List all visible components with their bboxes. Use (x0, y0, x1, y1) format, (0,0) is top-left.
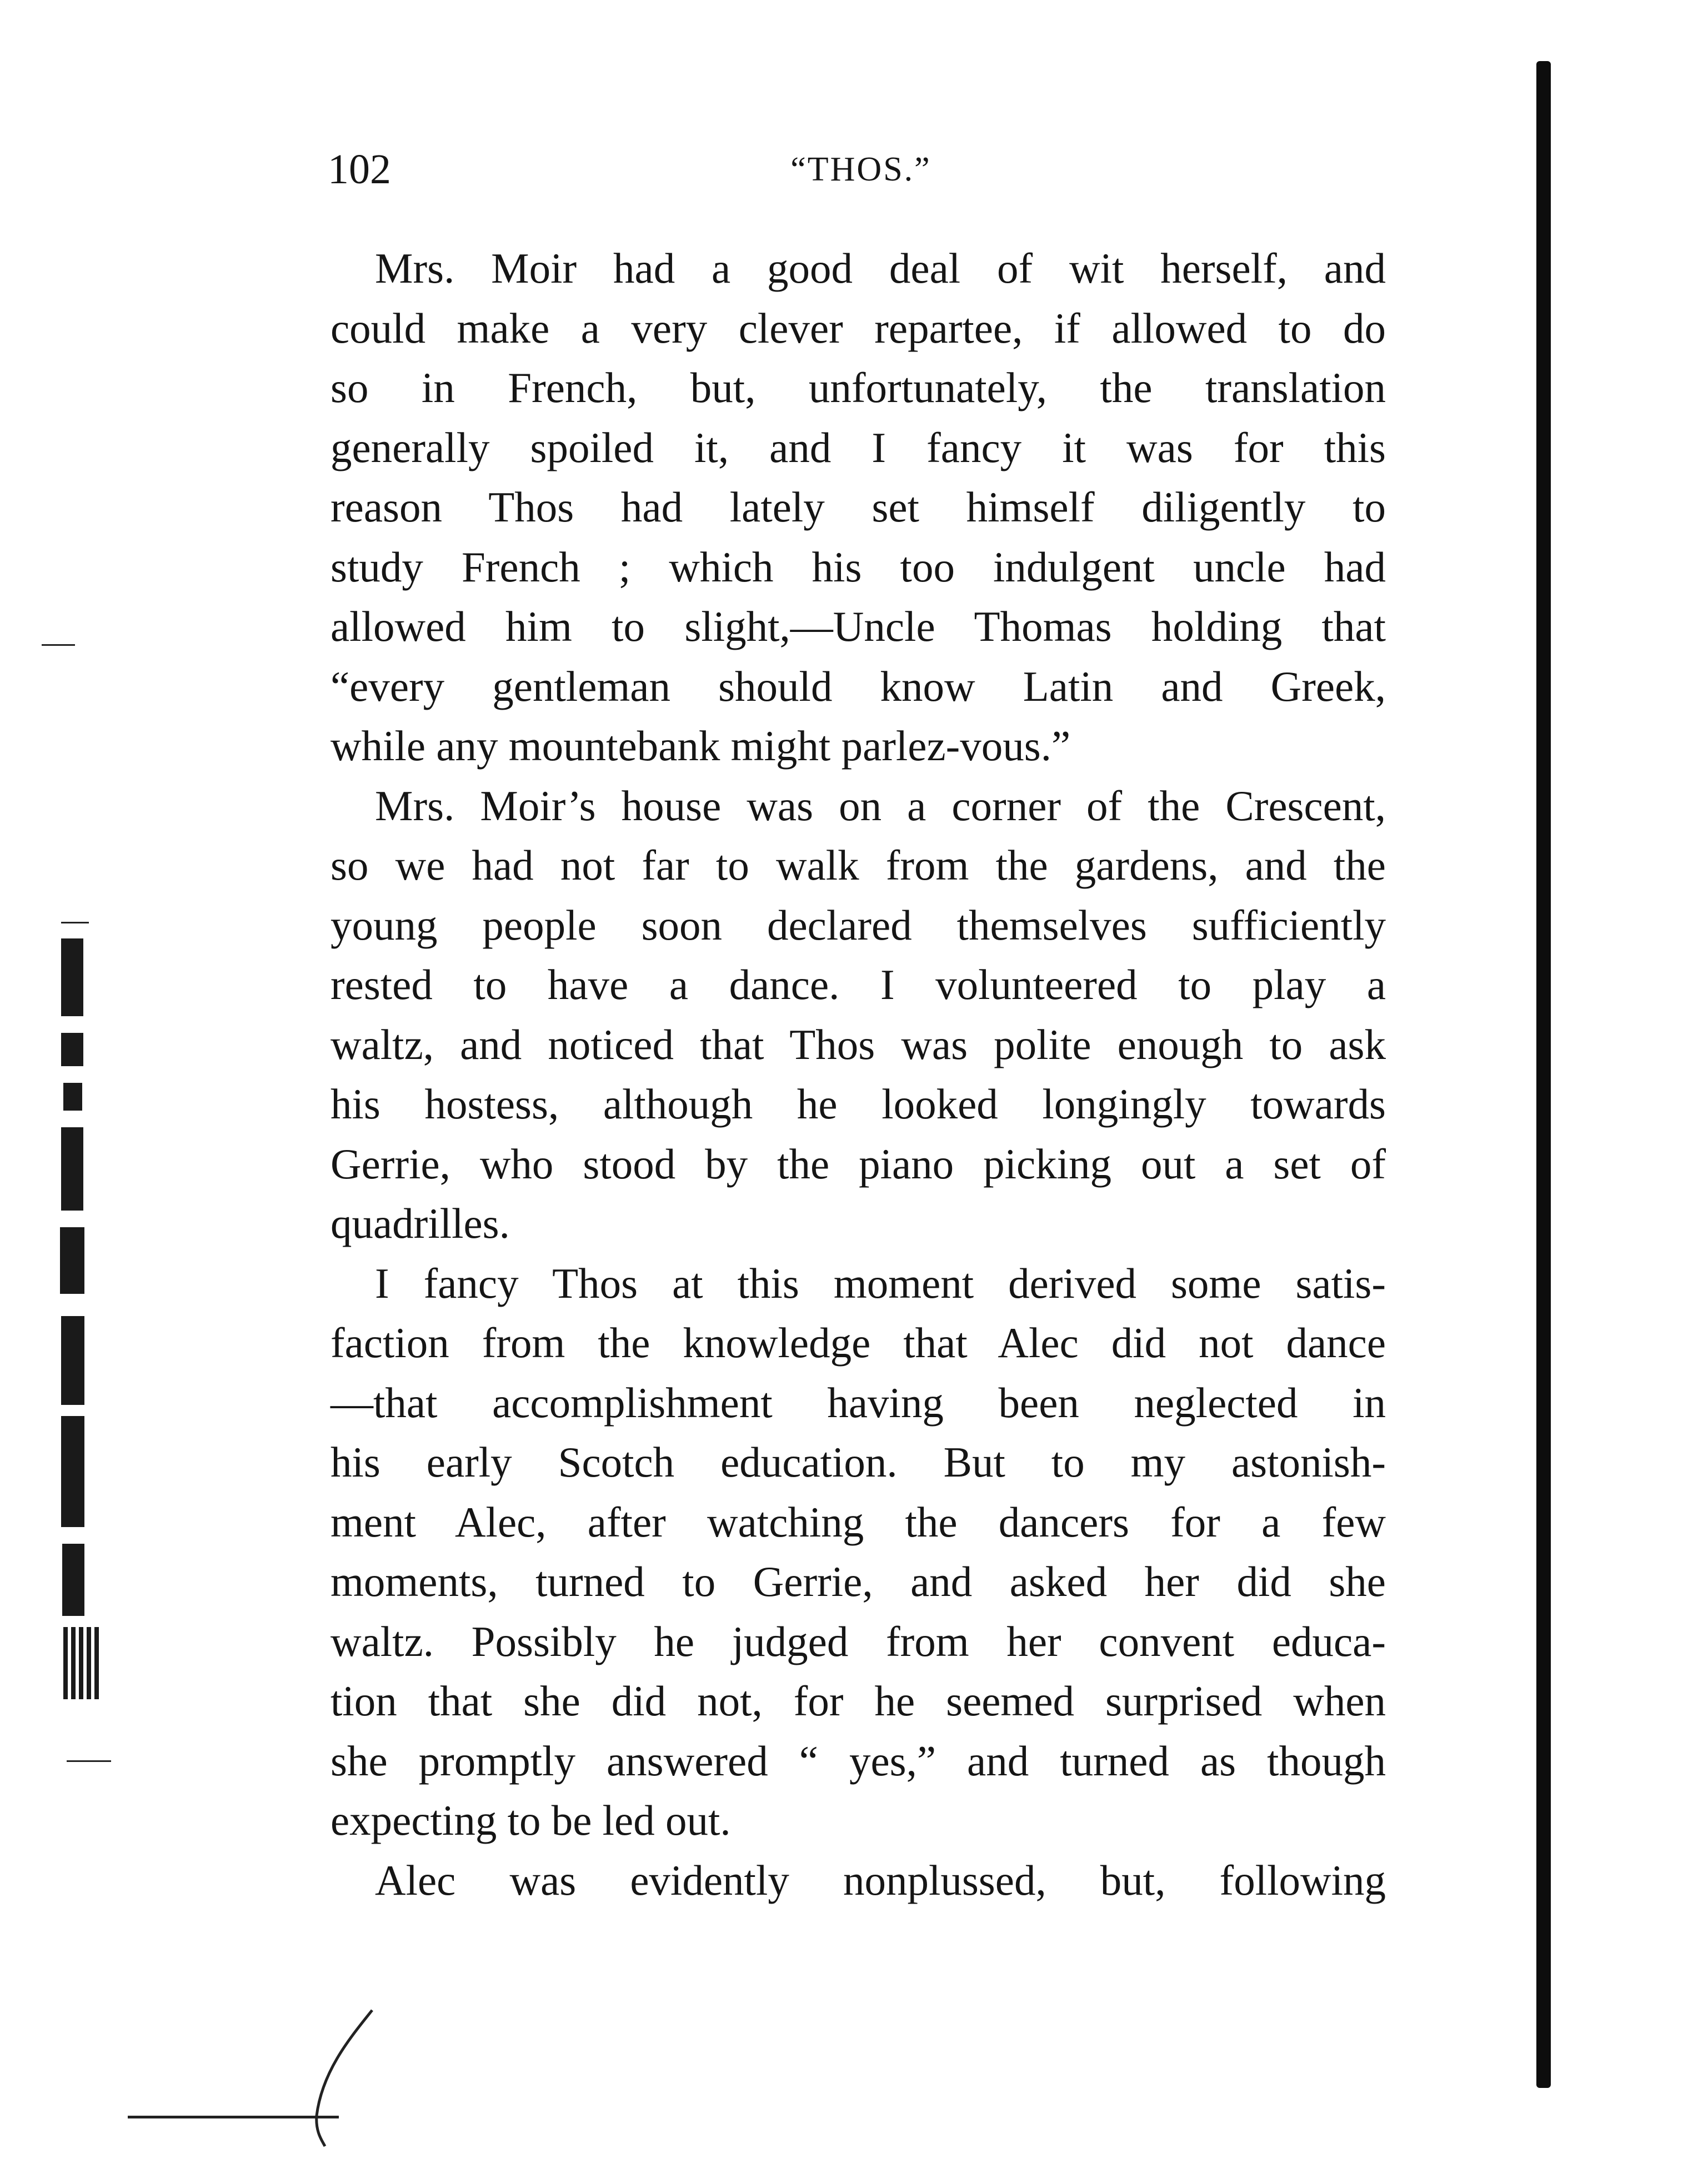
gutter-tick (67, 1760, 111, 1762)
text-line: Mrs. Moir had a good deal of wit herself, and (375, 244, 1386, 292)
gutter-tick (42, 644, 75, 646)
text-line: Alec was evidently nonplussed, but, following (375, 1856, 1386, 1904)
paragraph-2 (330, 776, 1386, 1254)
text-line: expecting to be led out. (330, 1796, 731, 1844)
text-line: could make a very clever repartee, if allowed to do (330, 304, 1386, 352)
paragraph-1 (330, 239, 1386, 776)
text-line: ment Alec, after watching the dancers for a few (330, 1498, 1386, 1546)
text-line: she promptly answered “ yes,” and turned as though (330, 1736, 1386, 1785)
text-line: young people soon declared themselves sufficiently (330, 901, 1386, 949)
text-line: while any mountebank might parlez-vous.” (330, 722, 1071, 770)
text-line: Gerrie, who stood by the piano picking out a set of (330, 1139, 1386, 1188)
page-number: 102 (328, 146, 391, 193)
body-text (330, 239, 1386, 1910)
text-line: his early Scotch education. But to my astonish- (330, 1438, 1386, 1486)
text-line: faction from the knowledge that Alec did not dance (330, 1319, 1386, 1367)
paragraph-4 (330, 1851, 1386, 1911)
text-line: waltz, and noticed that Thos was polite enough to ask (330, 1020, 1386, 1068)
text-line: Mrs. Moir’s house was on a corner of the Crescent, (375, 781, 1386, 830)
text-line: I fancy Thos at this moment derived some satis- (375, 1259, 1386, 1307)
text-line: study French ; which his too indulgent uncle had (330, 543, 1386, 591)
text-line: “every gentleman should know Latin and Greek, (330, 662, 1386, 710)
text-line: his hostess, although he looked longingly towards (330, 1080, 1386, 1128)
text-line: rested to have a dance. I volunteered to play a (330, 961, 1386, 1008)
text-line: reason Thos had lately set himself diligently to (330, 483, 1386, 531)
text-line: so we had not far to walk from the gardens, and the (330, 841, 1386, 889)
paragraph-3 (330, 1254, 1386, 1851)
gutter-tick (61, 922, 89, 923)
text-line: tion that she did not, for he seemed surprised when (330, 1677, 1386, 1725)
text-line: moments, turned to Gerrie, and asked her did she (330, 1558, 1386, 1605)
binding-edge-bar (1536, 61, 1551, 2088)
text-line: so in French, but, unfortunately, the translation (330, 364, 1386, 411)
text-line: —that accomplishment having been neglected in (330, 1378, 1386, 1427)
text-line: allowed him to slight,—Uncle Thomas holding that (330, 603, 1386, 650)
gutter-scan-marks (56, 916, 122, 1777)
text-line: generally spoiled it, and I fancy it was for this (330, 423, 1386, 471)
text-line: waltz. Possibly he judged from her convent educa- (330, 1617, 1386, 1665)
running-head: “THOS.” (790, 150, 931, 188)
pen-stroke-mark (300, 2005, 389, 2149)
page-header (328, 139, 1394, 200)
text-line: quadrilles. (330, 1199, 510, 1247)
